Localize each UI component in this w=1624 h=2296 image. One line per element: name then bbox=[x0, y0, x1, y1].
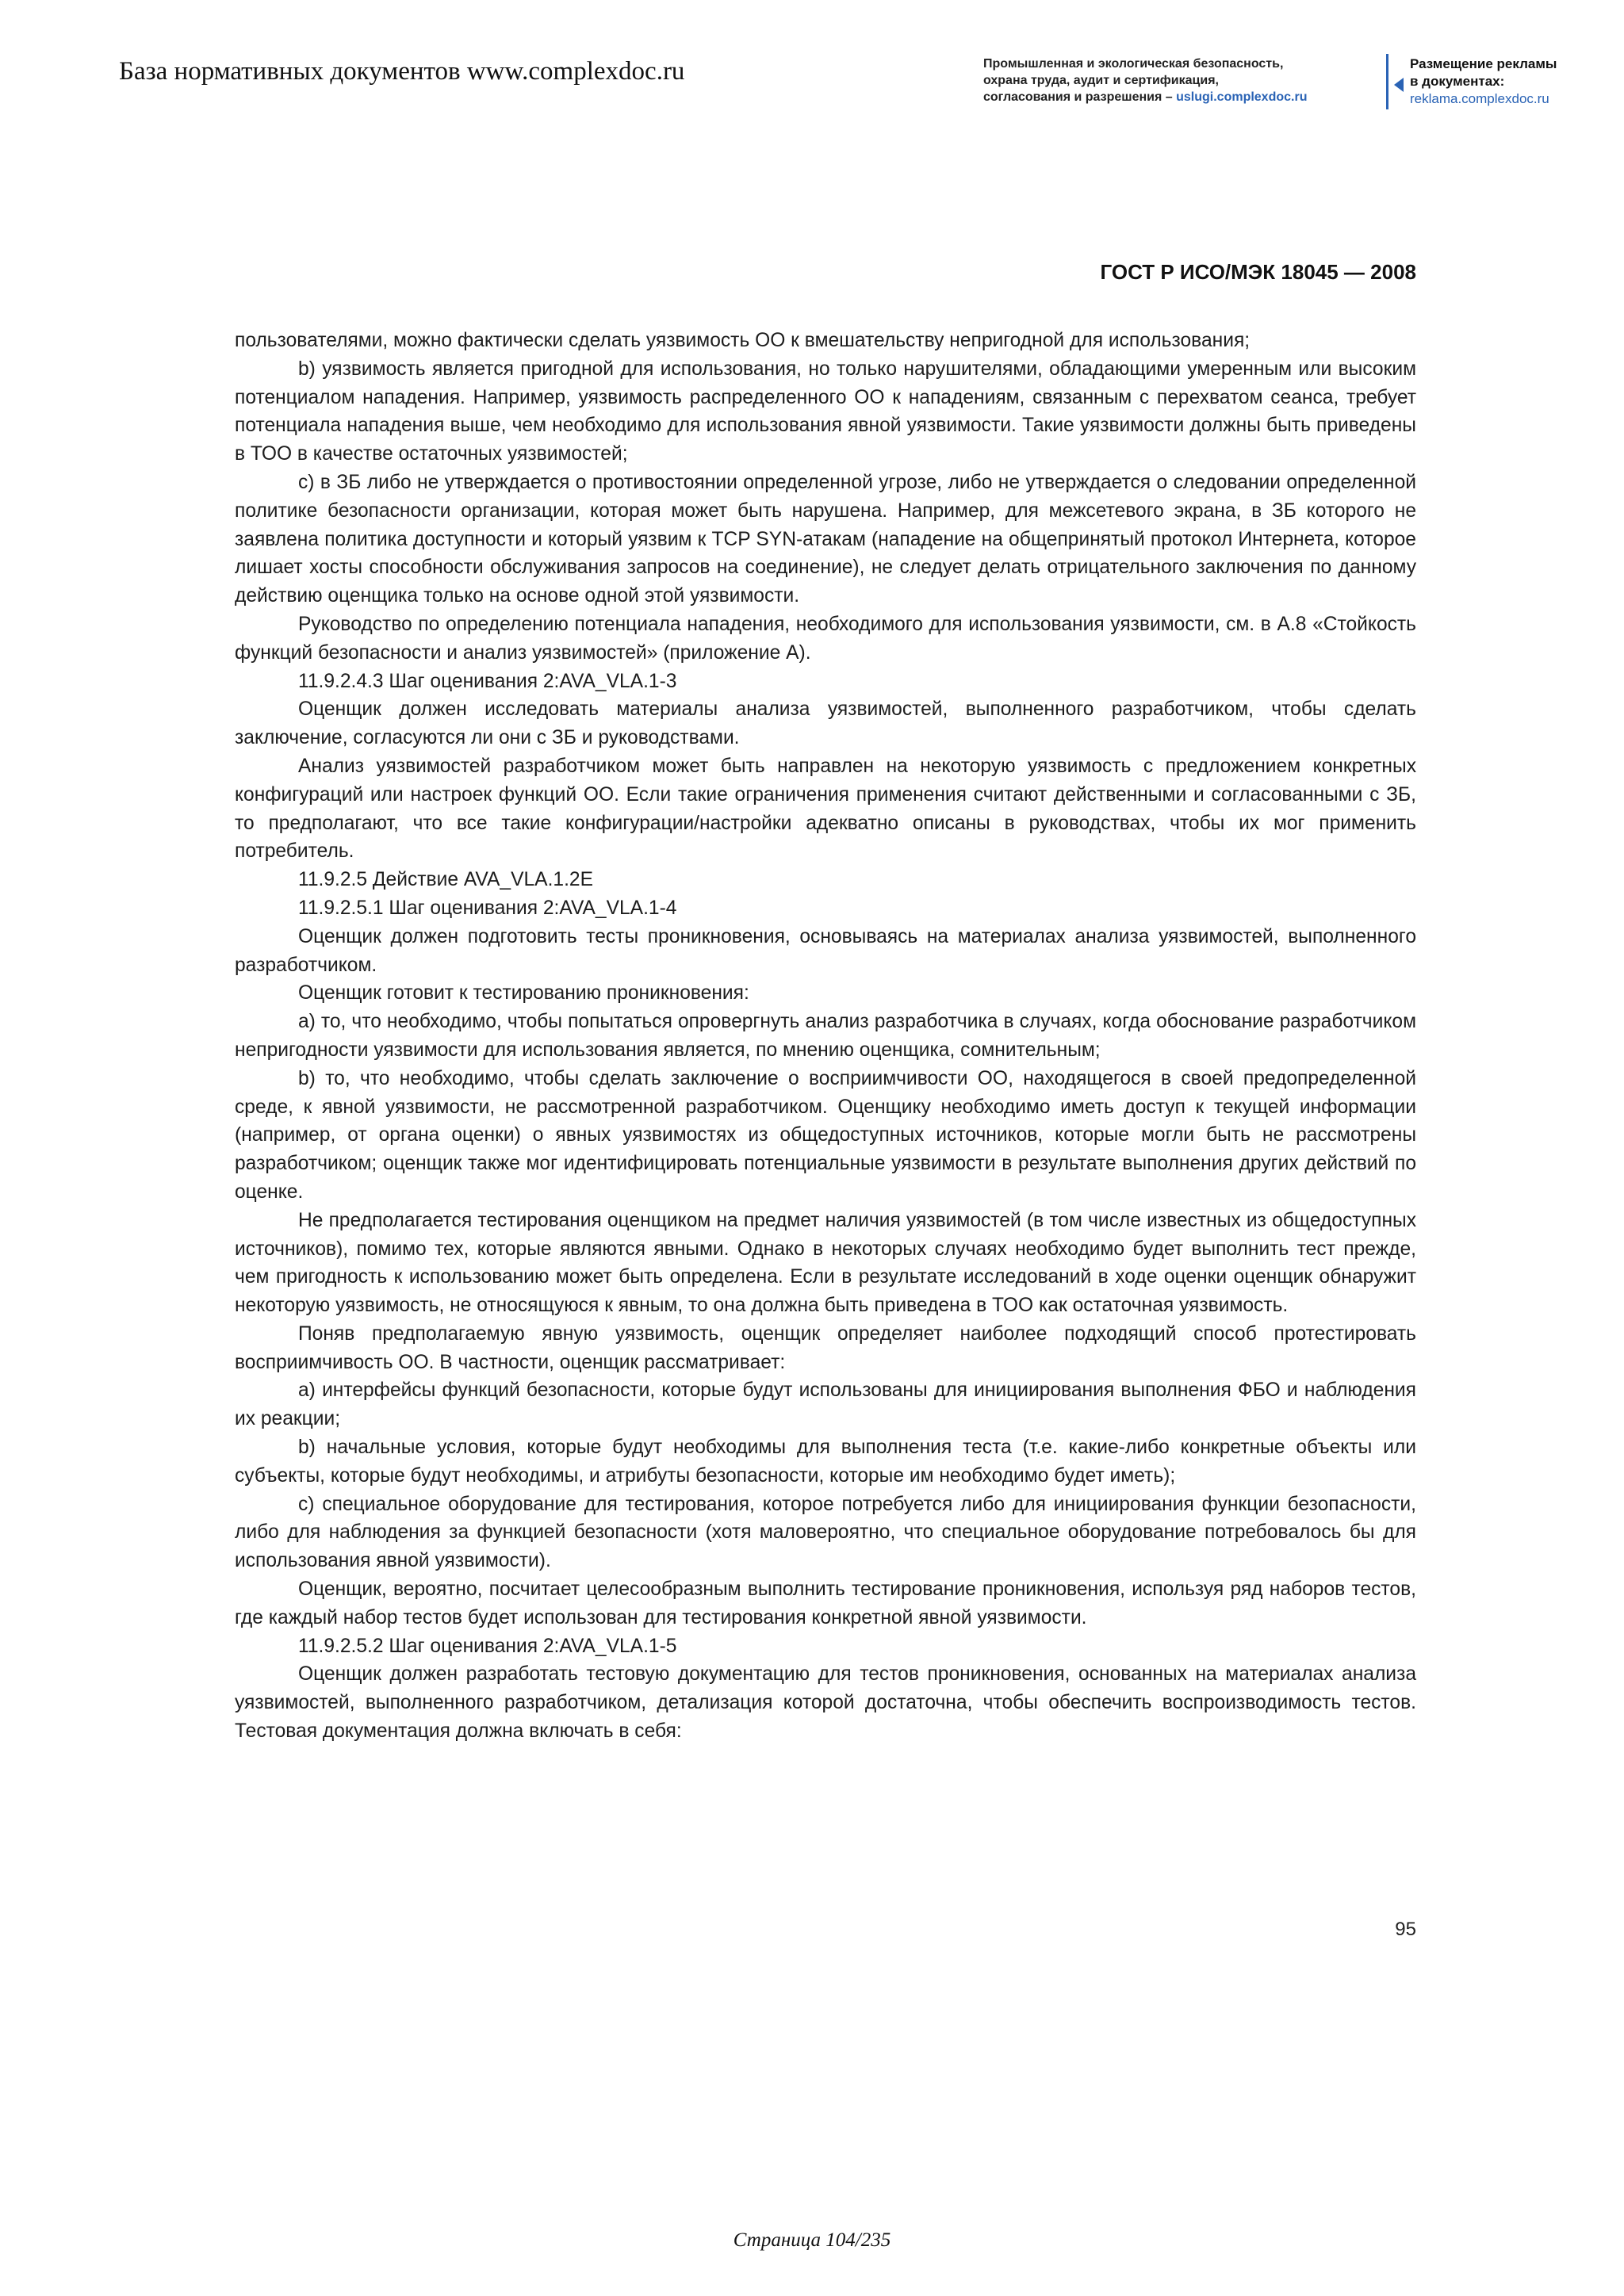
paragraph: Руководство по определению потенциала нападения, необходимого для использования уязвимости, см. в А.8 «Стойкость функций безопасности и анализ уязвимостей» (приложение А). bbox=[235, 613, 1416, 664]
paragraph: Поняв предполагаемую явную уязвимость, оценщик определяет наиболее подходящий способ протестировать восприимчивость ОО. В частности, оценщик рассматривает: bbox=[235, 1322, 1416, 1373]
section-heading: 11.9.2.5.1 Шаг оценивания 2:AVA_VLA.1-4 bbox=[298, 897, 677, 919]
paragraph: Оценщик должен исследовать материалы анализа уязвимостей, выполненного разработчиком, чтобы сделать заключение, согласуются ли они с ЗБ и руководствами. bbox=[235, 698, 1416, 749]
paragraph: Анализ уязвимостей разработчиком может быть направлен на некоторую уязвимость с предложением конкретных конфигураций или настроек функций ОО. Если такие ограничения применения считают действенными и согласованными с ЗБ, то предполагают, что все такие конфигурации/настройки адекватно описаны в руководствах, чтобы их мог применить потребитель. bbox=[235, 755, 1416, 863]
list-item: а) интерфейсы функций безопасности, которые будут использованы для инициирования выполнения ФБО и наблюдения их реакции; bbox=[235, 1380, 1416, 1430]
paragraph: Не предполагается тестирования оценщиком на предмет наличия уязвимостей (в том числе известных из общедоступных источников), помимо тех, которые являются явными. Однако в некоторых случаях необходимо будет выполнить тест прежде, чем пригодность к использованию может быть определена. Если в результате исследований в ходе оценки оценщик обнаружит некоторую уязвимость, не относящуюся к явным, то она должна быть приведена в ТОО как остаточная уязвимость. bbox=[235, 1209, 1416, 1317]
advertising-link[interactable]: reklama.complexdoc.ru bbox=[1410, 91, 1549, 106]
page-number: 95 bbox=[1395, 1919, 1416, 1940]
services-link[interactable]: uslugi.complexdoc.ru bbox=[1176, 90, 1308, 104]
list-item: с) специальное оборудование для тестирования, которое потребуется либо для инициирования функции безопасности, либо для наблюдения за функцией безопасности (хотя маловероятно, что специальное оборудование потребовалось бы для использования явной уязвимости). bbox=[235, 1493, 1416, 1572]
services-ad bbox=[983, 55, 1380, 105]
section-heading: 11.9.2.5.2 Шаг оценивания 2:AVA_VLA.1-5 bbox=[298, 1635, 677, 1657]
advertising-ad bbox=[1410, 55, 1608, 108]
paragraph: пользователями, можно фактически сделать уязвимость ОО к вмешательству непригодной для использования; bbox=[235, 330, 1251, 351]
list-item: а) то, что необходимо, чтобы попытаться опровергнуть анализ разработчика в случаях, когда обоснование разработчиком непригодности уязвимости для использования является, по мнению оценщика, сомнительным; bbox=[235, 1011, 1416, 1061]
paragraph: Оценщик должен подготовить тесты проникновения, основываясь на материалах анализа уязвимостей, выполненного разработчиком. bbox=[235, 925, 1416, 976]
section-heading: 11.9.2.4.3 Шаг оценивания 2:AVA_VLA.1-3 bbox=[298, 670, 677, 692]
paragraph: Оценщик готовит к тестированию проникновения: bbox=[298, 982, 749, 1004]
document-body bbox=[235, 327, 1416, 1746]
services-ad-line: Промышленная и экологическая безопасность, bbox=[983, 57, 1284, 71]
standard-header: ГОСТ Р ИСО/МЭК 18045 — 2008 bbox=[1100, 260, 1416, 284]
paragraph: Оценщик должен разработать тестовую документацию для тестов проникновения, основанных на материалах анализа уязвимостей, выполненного разработчиком, детализация которой достаточна, чтобы обеспечить воспроизводимость тестов. Тестовая документация должна включать в себя: bbox=[235, 1663, 1416, 1743]
arrow-left-icon bbox=[1394, 78, 1404, 92]
paragraph: Оценщик, вероятно, посчитает целесообразным выполнить тестирование проникновения, используя ряд наборов тестов, где каждый набор тестов будет использован для тестирования конкретной явной уязвимости. bbox=[235, 1578, 1416, 1628]
advertising-ad-line: в документах: bbox=[1410, 74, 1505, 89]
services-ad-text: согласования и разрешения – bbox=[983, 90, 1177, 104]
ad-divider bbox=[1386, 54, 1388, 109]
list-item: b) то, что необходимо, чтобы сделать заключение о восприимчивости ОО, находящегося в своей предопределенной среде, к явной уязвимости, не рассмотренной разработчиком. Оценщику необходимо иметь доступ к текущей информации (например, от органа оценки) о явных уязвимостях из общедоступных источников, которые могли быть не рассмотрены разработчиком; оценщик также мог идентифицировать потенциальные уязвимости в результате выполнения других действий по оценке. bbox=[235, 1067, 1416, 1203]
site-banner: База нормативных документов www.complexdoc.ru bbox=[119, 57, 685, 86]
paragraph: b) уязвимость является пригодной для использования, но только нарушителями, обладающими умеренным или высоким потенциалом нападения. Например, уязвимость распределенного ОО к нападениям, связанным с перехватом сеанса, требует потенциала нападения выше, чем необходимо для использования явной уязвимости. Такие уязвимости должны быть приведены в ТОО в качестве остаточных уязвимостей; bbox=[235, 358, 1416, 465]
list-item: b) начальные условия, которые будут необходимы для выполнения теста (т.е. какие-либо конкретные объекты или субъекты, которые будут необходимы, и атрибуты безопасности, которые им необходимо будет иметь); bbox=[235, 1437, 1416, 1487]
services-ad-line bbox=[983, 89, 1380, 105]
services-ad-line: охрана труда, аудит и сертификация, bbox=[983, 74, 1219, 87]
paragraph: с) в ЗБ либо не утверждается о противостоянии определенной угрозе, либо не утверждается о следовании определенной политике безопасности организации, которая может быть нарушена. Например, для межсетевого экрана, в ЗБ которого не заявлена политика доступности и который уязвим к TCP SYN-атакам (нападение на общепринятый протокол Интернета, которое лишает хосты способности обслуживания запросов на соединение), не следует делать отрицательного заключения по данному действию оценщика только на основе одной этой уязвимости. bbox=[235, 471, 1416, 607]
advertising-ad-line: Размещение рекламы bbox=[1410, 56, 1557, 71]
page-counter: Страница 104/235 bbox=[733, 2229, 891, 2251]
section-heading: 11.9.2.5 Действие AVA_VLA.1.2E bbox=[298, 869, 593, 891]
